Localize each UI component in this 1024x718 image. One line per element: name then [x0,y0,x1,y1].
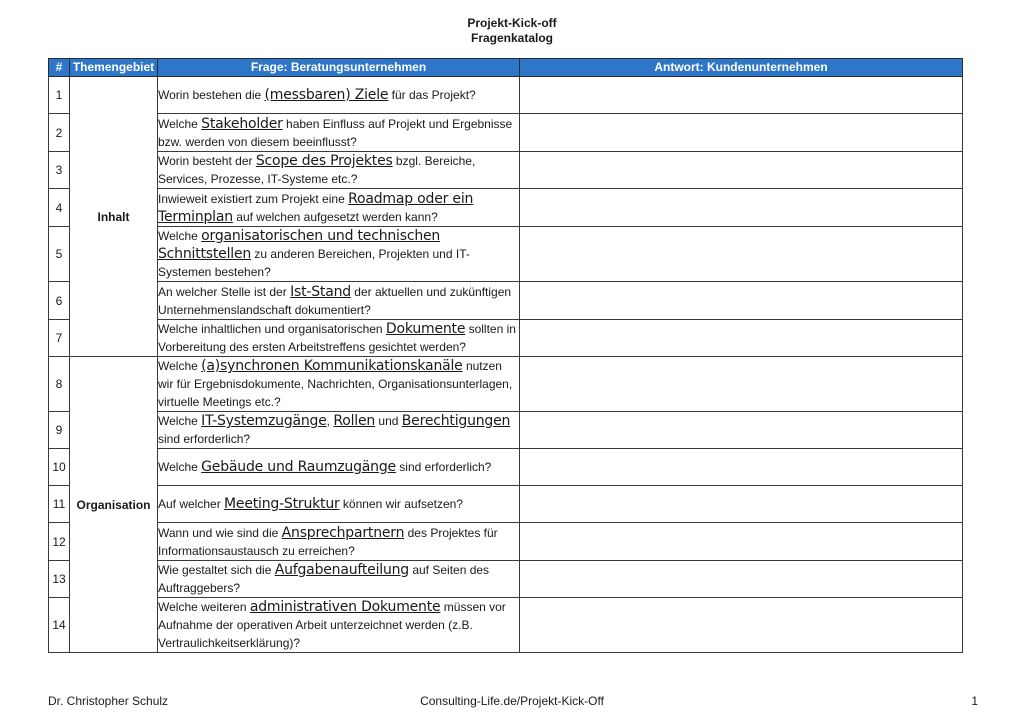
row-number: 2 [49,114,70,152]
col-header-num: # [49,59,70,77]
subtitle-line: Fragenkatalog [470,31,554,45]
answer-cell[interactable] [520,561,963,598]
row-number: 3 [49,152,70,189]
row-number: 7 [49,320,70,357]
question-text: müssen vor Aufnahme der operativen Arbeit unterzeichnet werden (z.B. Vertraulichkeitserklärung)? [158,600,506,650]
question-text: haben Einfluss auf Projekt und Ergebnisse bzw. werden von diesem beeinflusst? [158,116,513,149]
table-row [49,412,963,449]
col-header-question: Frage: Beratungsunternehmen [158,59,520,77]
table-header-row [49,59,963,77]
answer-cell[interactable] [520,357,963,412]
row-number: 6 [49,282,70,320]
keyword-highlight: Berechtigungen [401,413,511,429]
keyword-highlight: Scope des Projektes [255,153,393,169]
question-text: Welche [158,414,202,428]
question-cell [158,152,520,189]
answer-cell[interactable] [520,320,963,357]
footer-url: Consulting-Life.de/Projekt-Kick-Off [420,694,604,708]
answer-cell[interactable] [520,114,963,152]
keyword-highlight: Ansprechpartnern [281,524,405,541]
question-cell [158,523,520,561]
answer-cell[interactable] [520,282,963,320]
question-text: Welche [158,359,202,373]
question-text: sollten in Vorbereitung des ersten Arbeitstreffens gesichtet werden? [158,322,516,354]
topic-cell: Inhalt [70,77,158,357]
title-line: Projekt-Kick-off [467,16,557,30]
row-number: 14 [49,598,70,653]
keyword-highlight: Aufgabenaufteilung [274,562,409,578]
table-row [49,114,963,152]
table-row [49,523,963,561]
table-row [49,282,963,320]
question-table [48,58,963,653]
question-cell [158,486,520,523]
question-cell [158,282,520,320]
question-text: zu anderen Bereichen, Projekten und IT-Systemen bestehen? [158,247,470,279]
answer-cell[interactable] [520,449,963,486]
table-row [49,189,963,227]
question-cell [158,598,520,653]
question-cell [158,561,520,598]
question-text: Auf welcher [158,497,225,511]
answer-cell[interactable] [520,152,963,189]
topic-cell: Organisation [70,357,158,653]
answer-cell[interactable] [520,227,963,282]
keyword-highlight: Gebäude und Raumzugänge [201,459,396,475]
footer-page-number: 1 [971,694,978,708]
question-text: Worin besteht der [158,154,256,168]
row-number: 11 [49,486,70,523]
row-number: 5 [49,227,70,282]
table-row [49,561,963,598]
question-text: Welche weiteren [158,600,250,614]
question-cell [158,189,520,227]
question-cell [158,449,520,486]
col-header-topic: Themengebiet [70,59,158,77]
question-text: der aktuellen und zukünftigen Unternehmenslandschaft dokumentiert? [158,284,512,317]
question-text: auf Seiten des Auftraggebers? [158,563,490,595]
col-header-answer: Antwort: Kundenunternehmen [520,59,963,77]
keyword-highlight: Roadmap oder ein Terminplan [158,190,474,225]
row-number: 9 [49,412,70,449]
question-text: bzgl. Bereiche, Services, Prozesse, IT-Systeme etc.? [158,154,476,186]
keyword-highlight: organisatorischen und technischen Schnittstellen [158,228,441,262]
question-text: Welche [158,229,202,243]
keyword-highlight: Meeting-Struktur [224,496,340,512]
answer-cell[interactable] [520,189,963,227]
question-text: Worin bestehen die [158,88,265,102]
question-text: Wie gestaltet sich die [158,563,275,577]
footer-author: Dr. Christopher Schulz [48,694,169,708]
row-number: 1 [49,77,70,114]
question-cell [158,412,520,449]
question-text: des Projektes für Informationsaustausch zu erreichen? [158,525,498,558]
row-number: 8 [49,357,70,412]
table-row [49,598,963,653]
row-number: 13 [49,561,70,598]
question-text: und [375,414,402,428]
question-cell [158,357,520,412]
row-number: 10 [49,449,70,486]
keyword-highlight: Rollen [333,413,376,429]
table-row [49,449,963,486]
answer-cell[interactable] [520,412,963,449]
question-text: nutzen wir für Ergebnisdokumente, Nachrichten, Organisationsunterlagen, virtuelle Meetings etc.? [158,359,513,409]
question-text: auf welchen aufgesetzt werden kann? [232,209,438,224]
keyword-highlight: (messbaren) Ziele [264,87,389,103]
table-row [49,486,963,523]
question-text: sind erforderlich? [395,460,492,474]
table-row [49,320,963,357]
keyword-highlight: (a)synchronen Kommunikationskanäle [201,358,463,374]
keyword-highlight: Ist-Stand [290,283,351,300]
table-row [49,357,963,412]
question-cell [158,227,520,282]
answer-cell[interactable] [520,598,963,653]
question-text: , [326,414,334,428]
question-text: sind erforderlich? [158,432,251,446]
table-row [49,152,963,189]
question-text: Welche inhaltlichen und organisatorischen [158,322,386,336]
question-text: An welcher Stelle ist der [158,284,291,299]
table-row [49,227,963,282]
row-number: 12 [49,523,70,561]
question-text: Welche [158,460,202,474]
question-text: können wir aufsetzen? [339,497,463,511]
question-cell [158,320,520,357]
question-text: Welche [158,116,202,131]
keyword-highlight: Dokumente [385,321,466,337]
question-cell [158,114,520,152]
keyword-highlight: Stakeholder [201,115,283,132]
question-text: für das Projekt? [388,88,476,102]
answer-cell[interactable] [520,523,963,561]
answer-cell[interactable] [520,77,963,114]
question-cell [158,77,520,114]
row-number: 4 [49,189,70,227]
keyword-highlight: IT-Systemzugänge [201,413,327,429]
answer-cell[interactable] [520,486,963,523]
document-title [0,16,1024,46]
question-text: Inwieweit existiert zum Projekt eine [158,191,349,206]
question-text: Wann und wie sind die [158,525,282,540]
keyword-highlight: administrativen Dokumente [249,599,441,615]
table-row [49,77,963,114]
